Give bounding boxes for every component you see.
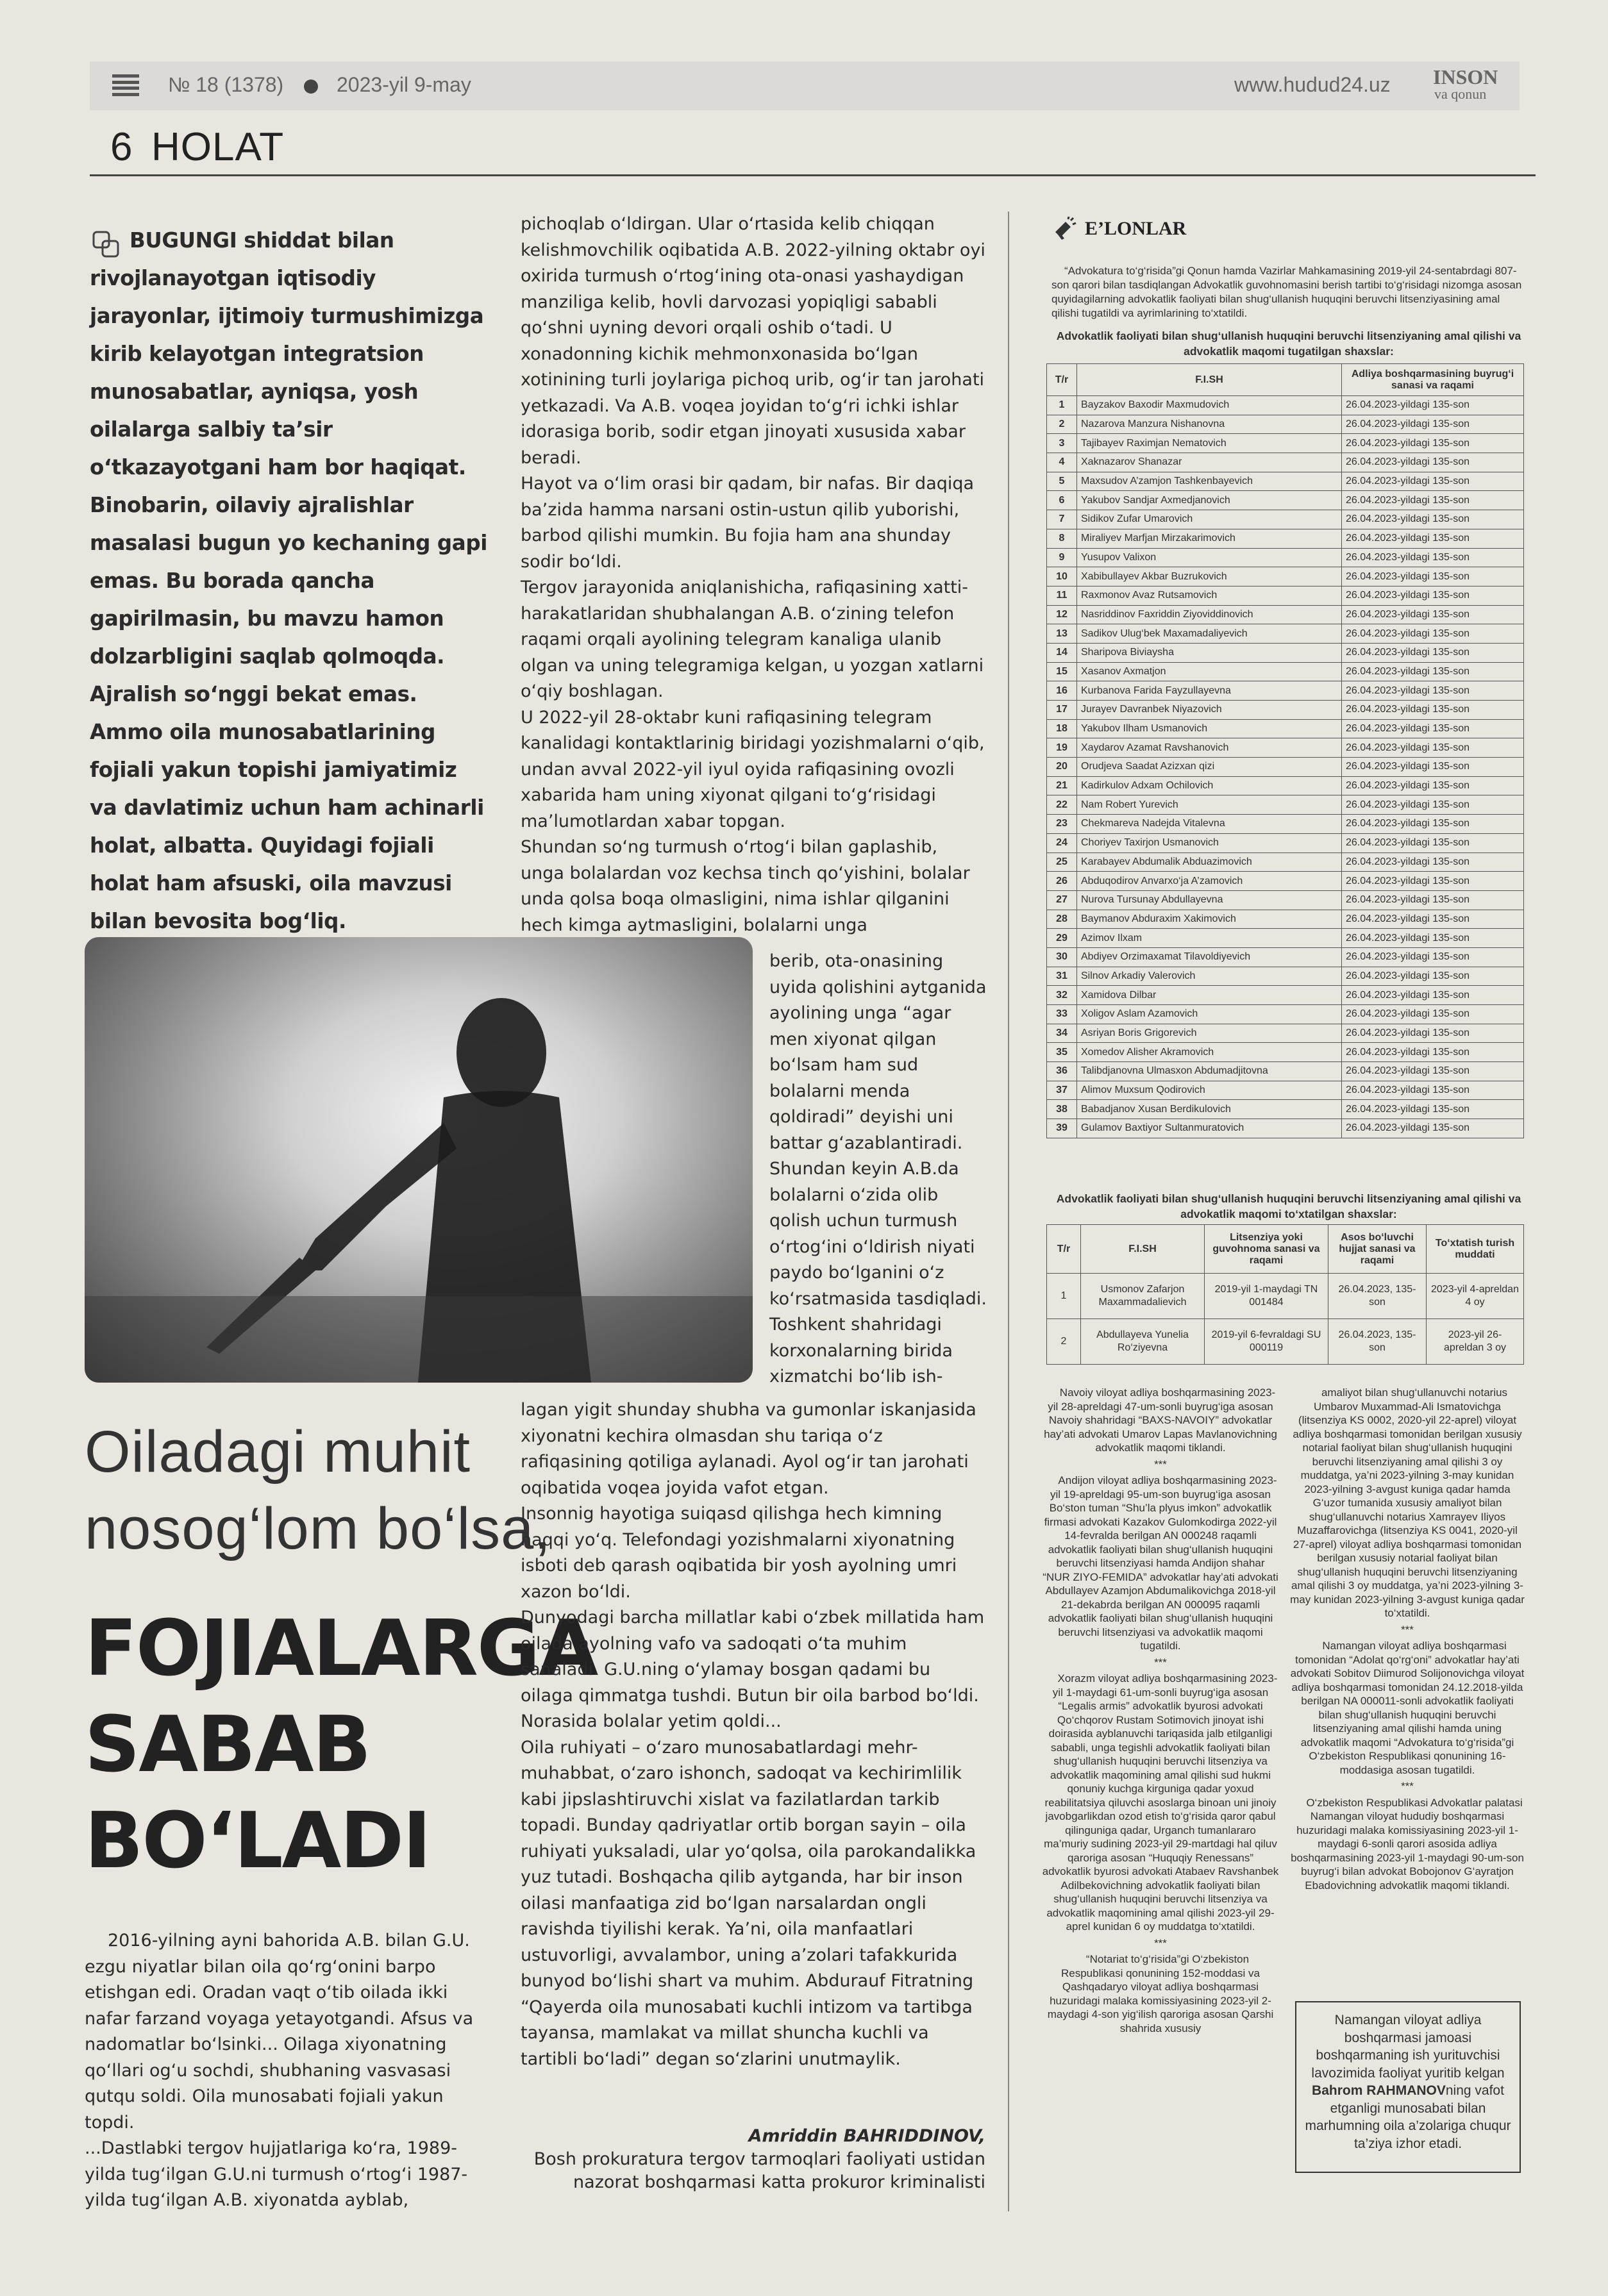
table-cell: 2019-yil 1-maydagi TN 001484 [1205,1274,1328,1319]
table-cell: Alimov Muxsum Qodirovich [1077,1081,1342,1100]
article-photo [85,937,753,1383]
table-cell: Nazarova Manzura Nishanovna [1077,415,1342,434]
table-cell: Chekmareva Nadejda Vitalevna [1077,815,1342,834]
table-cell: 9 [1047,548,1077,567]
knife-silhouette-illustration [85,937,753,1383]
table-cell: Karabayev Abdumalik Abduazimovich [1077,853,1342,872]
author-signature: Amriddin BAHRIDDINOV, Bosh prokuratura tergov tarmoqlari faoliyati ustidan nazorat boshqarmasi katta prokuror kriminalisti [533,2126,985,2192]
table-cell: 26.04.2023-yildagi 135-son [1342,548,1524,567]
column-divider [1008,212,1009,2211]
table-row [1047,719,1524,738]
table-cell: 26.04.2023-yildagi 135-son [1342,1043,1524,1062]
table-cell: Nam Robert Yurevich [1077,795,1342,815]
table-cell: 26.04.2023-yildagi 135-son [1342,910,1524,929]
table-cell: 25 [1047,853,1077,872]
table-cell: 26.04.2023-yildagi 135-son [1342,1081,1524,1100]
table-cell: Sidikov Zufar Umarovich [1077,510,1342,529]
table2-header: F.I.SH [1081,1225,1205,1274]
table-cell: 23 [1047,815,1077,834]
table-cell: 26.04.2023-yildagi 135-son [1342,738,1524,758]
table-cell: 26.04.2023-yildagi 135-son [1342,472,1524,491]
table-cell: Bayzakov Baxodir Maxmudovich [1077,396,1342,415]
table-cell: 26.04.2023-yildagi 135-son [1342,986,1524,1005]
table-cell: 26.04.2023-yildagi 135-son [1342,853,1524,872]
notice-paragraph: amaliyot bilan shug‘ullanuvchi notarius Umbarov Muxammad-Ali Ismatovichga (litsenziya KS 0002, 2020-yil 22-aprel) viloyat adliya boshqarmasi tomonidan berilgan xususiy notarial faoliyat bilan shug‘ullanish huquqini beruvchi litsenziyaning amal qilishi 3 oy muddatga, ya’ni 2023-yilning 3-may kunidan 2023-yilning 3-avgust kuniga qadar hamda G‘uzor tumanida xususiy amaliyot bilan shug‘ullanuvchi notarius Xamrayev Iliyos Muzaffarovichga (litsenziya KS 0041, 2020-yil 27-aprel) viloyat adliya boshqarmasi tomonidan berilgan xususiy notarial faoliyat bilan shug‘ullanish huquqini beruvchi litsenziyaning amal qilishi 3 oy muddatga, ya’ni 2023-yilning 3-may kunidan 2023-yilning 3-avgust kuniga qadar to‘xtatildi. [1290,1386,1525,1619]
table-row [1047,872,1524,891]
table-cell: Sadikov Ulug‘bek Maxamadaliyevich [1077,624,1342,644]
table-row [1047,434,1524,453]
table-cell: 26.04.2023-yildagi 135-son [1342,701,1524,720]
table-cell: 11 [1047,586,1077,605]
table2-header: Litsenziya yoki guvohnoma sanasi va raqami [1205,1225,1328,1274]
table-cell: 26.04.2023-yildagi 135-son [1342,1024,1524,1043]
table-cell: Yakubov Ilham Usmanovich [1077,719,1342,738]
table-cell: Orudjeva Saadat Azizxan qizi [1077,758,1342,777]
table-row [1047,1119,1524,1138]
table-cell: 16 [1047,681,1077,701]
table-cell: 26.04.2023-yildagi 135-son [1342,795,1524,815]
table-cell: 26.04.2023-yildagi 135-son [1342,529,1524,548]
page-number: 6 [110,125,133,169]
table-cell: Abdullayeva Yunelia Ro‘ziyevna [1081,1319,1205,1365]
table-row [1047,1081,1524,1100]
table-row [1047,947,1524,967]
table-cell: 20 [1047,758,1077,777]
table-cell: 6 [1047,491,1077,510]
table-cell: 2 [1047,415,1077,434]
table1-header: Adliya boshqarmasining buyrug‘i sanasi va raqami [1342,364,1524,396]
table-row [1047,567,1524,586]
table-cell: 26.04.2023-yildagi 135-son [1342,643,1524,662]
table2-body [1047,1274,1524,1365]
table-row [1047,776,1524,795]
table-cell: 37 [1047,1081,1077,1100]
table-cell: 26.04.2023-yildagi 135-son [1342,758,1524,777]
table2-caption: Advokatlik faoliyati bilan shug‘ullanish huquqini beruvchi litsenziyaning amal qilishi va advokatlik maqomi to‘xtatilgan shaxslar: [1056,1192,1521,1220]
issue-number: № 18 (1378) [168,73,284,96]
issue-date: 2023-yil 9-may [337,73,471,96]
table1-header: T/r [1047,364,1077,396]
article-body-col2-wrap: berib, ota-onasining uyida qolishini aytganida ayolining unga “agar men xiyonat qilgan bo‘lsam ham sud bolalarni menda qoldiradi” deyishi uni battar g‘azablantiradi. Shundan keyin A.B.da bolalarni o‘zida olib qolish uchun turmush o‘rtog‘ini o‘ldirish niyati paydo bo‘lganini o‘z ko‘rsatmasida tasdiqladi. Toshkent shahridagi korxonalarning birida xizmatchi bo‘lib ish- [769,951,987,1386]
table-row [1047,758,1524,777]
notice-paragraph: Xorazm viloyat adliya boshqarmasining 2023-yil 1-maydagi 61-um-sonli buyrug‘iga asosan “Legalis armis” advokatlik byurosi advokati Qo‘chqorov Rustam Sotimovich jinoyat ishi doirasida ayblanuvchi tariqasida jalb etilganligi sababli, unga tegishli advokatlik faoliyati bilan shug‘ullanish huquqini beruvchi litsenziya va advokatlik maqomining amal qilishi sud hukmi qonuniy kuchga kirguniga qadar yoxud reabilitatsiya qiluvchi asoslarga binoan uni jinoiy javobgarlikdan ozod etish to‘g‘risida qaror qabul qilinguniga qadar, Urganch tumanlararo ma’muriy sudining 2023-yil 29-martdagi hal qiluv qaroriga asosan “Huquqiy Renessans” advokatlik byurosi advokati Atabaev Ravshanbek Adilbekovichning advokatlik faoliyati bilan shug‘ullanish huquqini beruvchi litsenziya va advokatlik maqomining amal qilishi 2023-yil 29-aprel kunidan 6 oy muddatga to‘xtatildi. [1042,1672,1279,1933]
terminated-lawyers-table [1046,363,1524,1138]
article-intro: BUGUNGI shiddat bilan rivojlanayotgan iqtisodiy jarayonlar, ijtimoiy turmushimizga kirib kelayotgan integratsion munosabatlar, ayniqsa, yosh oilalarga salbiy ta’sir o‘tkazayotgani ham bor haqiqat. Binobarin, oilaviy ajralishlar masalasi bugun yo kechaning gapi emas. Bu borada qancha gapirilmasin, bu mavzu hamon dolzarbligini saqlab qolmoqda. Ajralish so‘nggi bekat emas. Ammo oila munosabatlarining fojiali yakun topishi jamiyatimiz va davlatimiz uchun ham achinarli holat, albatta. Quyidagi fojiali holat ham afsuski, oila mavzusi bilan bevosita bog‘liq. [90,228,487,933]
table-cell: 24 [1047,833,1077,853]
notice-paragraph: Andijon viloyat adliya boshqarmasining 2023-yil 19-apreldagi 95-um-son buyrug‘iga asosan Bo‘ston tuman “Shu’la plyus imkon” advokatlik firmasi advokati Kazakov Gulomkodirga 2022-yil 14-fevralda berilgan AN 000248 raqamli advokatlik faoliyati bilan shug‘ullanish huquqini beruvchi litsenziyasi hamda Andijon shahar “NUR ZIYO-FEMIDA” advokatlar hay’ati advokati Abdullayev Azamjon Abdumalikovichga 2018-yil 21-dekabrda berilgan AN 000095 raqamli advokatlik faoliyati bilan shug‘ullanish huquqini beruvchi litsenziyasi va advokatlik maqomi tugatildi. [1043,1474,1278,1652]
notices-column-2 [1289,1386,1526,1895]
table-row [1047,396,1524,415]
table-row [1047,910,1524,929]
table-cell: 26.04.2023-yildagi 135-son [1342,491,1524,510]
notices-column-1 [1042,1386,1279,2038]
table-row [1047,795,1524,815]
table-cell: Silnov Arkadiy Valerovich [1077,967,1342,986]
table-row [1047,586,1524,605]
table-cell: 2 [1047,1319,1081,1365]
table-cell: Azimov Ilxam [1077,929,1342,948]
table-cell: 7 [1047,510,1077,529]
table-cell: Talibdjanovna Ulmasxon Abdumadjitovna [1077,1062,1342,1081]
table-cell: Kadirkulov Adxam Ochilovich [1077,776,1342,795]
table-cell: 26.04.2023-yildagi 135-son [1342,833,1524,853]
table-cell: 39 [1047,1119,1077,1138]
table-cell: Kurbanova Farida Fayzullayevna [1077,681,1342,701]
table-cell: 26.04.2023-yildagi 135-son [1342,415,1524,434]
announcements-heading: E’LONLAR [1085,218,1187,239]
article-body-col1: 2016-yilning ayni bahorida A.B. bilan G.U. ezgu niyatlar bilan oila qo‘rg‘onini barpo etishgan edi. Oradan vaqt o‘tib oilada ikki nafar farzand voyaga yetayotgandi. Afsus va nadomatlar bo‘lsinki... Oilaga xiyonatning qo‘llari og‘u sochdi, shubhaning vasvasasi qutqu soldi. Oila munosabati fojiali yakun topdi. ...Dastlabki tergov hujjatlariga ko‘ra, 1989-yilda tug‘ilgan G.U.ni turmush o‘rtog‘i 1987-yilda tug‘ilgan A.B. xiyonatda ayblab, [85,1931,474,2210]
table-cell: Maxsudov A’zamjon Tashkenbayevich [1077,472,1342,491]
table-cell: 21 [1047,776,1077,795]
table-row [1047,738,1524,758]
table-cell: 26.04.2023-yildagi 135-son [1342,929,1524,948]
table-row [1047,1274,1524,1319]
table-cell: Abduqodirov Anvarxo‘ja A’zamovich [1077,872,1342,891]
table-cell: Abdiyev Orzimaxamat Tilavoldiyevich [1077,947,1342,967]
notice-paragraph: Namangan viloyat adliya boshqarmasi tomonidan “Adolat qo‘rg‘oni” advokatlar hay’ati advokati Sobitov Diimurod Solijonovichga viloyat adliya boshqarmasi tomonidan 24.12.2018-yilda berilgan NA 000011-sonli advokatlik faoliyati bilan shug‘ullanish huquqini beruvchi litsenziyaning amal qilishi hamda uning advokatlik maqomi “Advokatura to‘g‘risida”gi O‘zbekiston Respublikasi qonunining 16-moddasiga asosan tugatildi. [1290,1640,1525,1776]
table-cell: Usmonov Zafarjon Maxammadalievich [1081,1274,1205,1319]
table-cell: 27 [1047,890,1077,910]
table-cell: 5 [1047,472,1077,491]
table-cell: 19 [1047,738,1077,758]
table-cell: 18 [1047,719,1077,738]
table-cell: 2023-yil 4-apreldan 4 oy [1427,1274,1524,1319]
table-cell: 36 [1047,1062,1077,1081]
table-cell: 26.04.2023-yildagi 135-son [1342,453,1524,472]
table2-header: To‘xtatish turish muddati [1427,1225,1524,1274]
table-cell: 33 [1047,1005,1077,1024]
table-row [1047,1043,1524,1062]
table-cell: 26.04.2023, 135-son [1328,1274,1427,1319]
table-cell: 34 [1047,1024,1077,1043]
table-cell: 31 [1047,967,1077,986]
table-cell: 10 [1047,567,1077,586]
separator-stars: *** [1154,1936,1167,1949]
table-row [1047,833,1524,853]
table-cell: 17 [1047,701,1077,720]
table-cell: 38 [1047,1100,1077,1119]
table-cell: Yusupov Valixon [1077,548,1342,567]
separator-stars: *** [1401,1623,1414,1636]
notice-paragraph: “Notariat to‘g‘risida”gi O‘zbekiston Respublikasi qonunining 152-moddasi va Qashqadaryo viloyat adliya boshqarmasi huzuridagi malaka komissiyasining 2023-yil 2-maydagi 4-son yig‘ilish qaroriga asosan Qarshi shahrida xususiy [1047,1953,1274,2034]
table1-header: F.I.SH [1077,364,1342,396]
table-cell: 8 [1047,529,1077,548]
megaphone-icon [1051,217,1077,242]
condolence-name: Bahrom RAHMANOV [1312,2083,1446,2098]
table-row [1047,529,1524,548]
table-cell: 26.04.2023-yildagi 135-son [1342,567,1524,586]
table-cell: Nasriddinov Faxriddin Ziyoviddinovich [1077,605,1342,624]
suspended-lawyers-table [1046,1224,1524,1365]
table-row [1047,491,1524,510]
table-row [1047,548,1524,567]
notice-paragraph: O‘zbekiston Respublikasi Advokatlar palatasi Namangan viloyat hududiy boshqarmasi huzuridagi malaka komissiyasining 2023-yil 1-maydagi 6-sonli qarori asosida adliya boshqarmasining 2023-yil 1-maydagi 90-um-son buyrug‘i bilan advokat Bobojonov G‘ayratjon Ebadovichning advokatlik maqomi tiklandi. [1291,1796,1524,1892]
table-cell: 26.04.2023-yildagi 135-son [1342,510,1524,529]
table-cell: Jurayev Davranbek Niyazovich [1077,701,1342,720]
table-cell: 26.04.2023-yildagi 135-son [1342,890,1524,910]
table-cell: Yakubov Sandjar Axmedjanovich [1077,491,1342,510]
table1-body [1047,396,1524,1138]
table-cell: 3 [1047,434,1077,453]
table-cell: 26.04.2023-yildagi 135-son [1342,605,1524,624]
table2-header: Asos bo‘luvchi hujjat sanasi va raqami [1328,1225,1427,1274]
table-cell: Xasanov Axmatjon [1077,662,1342,681]
table-cell: 1 [1047,1274,1081,1319]
separator-stars: *** [1154,1656,1167,1668]
table-cell: 26.04.2023, 135-son [1328,1319,1427,1365]
header-rule [90,174,1536,176]
table-cell: 1 [1047,396,1077,415]
website: www.hudud24.uz [1234,73,1391,96]
table-row [1047,415,1524,434]
table-row [1047,967,1524,986]
table2-header: T/r [1047,1225,1081,1274]
table-row [1047,701,1524,720]
table-cell: 26.04.2023-yildagi 135-son [1342,967,1524,986]
table-row [1047,1100,1524,1119]
table-cell: Miraliyev Marfjan Mirzakarimovich [1077,529,1342,548]
separator-stars: *** [1154,1458,1167,1470]
table-row [1047,815,1524,834]
notice-paragraph: Navoiy viloyat adliya boshqarmasining 2023-yil 28-apreldagi 47-um-sonli buyrug‘iga asosan Navoiy shahridagi “BAXS-NAVOIY” advokatlar hay’ati advokati Umarov Lapas Mavlanovichning advokatlik maqomi tiklandi. [1044,1386,1277,1454]
table-cell: 26.04.2023-yildagi 135-son [1342,624,1524,644]
table-cell: 26.04.2023-yildagi 135-son [1342,1119,1524,1138]
table-cell: 35 [1047,1043,1077,1062]
table-cell: 26.04.2023-yildagi 135-son [1342,719,1524,738]
table-row [1047,510,1524,529]
table-row [1047,662,1524,681]
newspaper-logo: INSON va qonun [1433,65,1498,102]
table-cell: Xoligov Aslam Azamovich [1077,1005,1342,1024]
table-row [1047,1005,1524,1024]
table-cell: Xabibullayev Akbar Buzrukovich [1077,567,1342,586]
table-cell: 28 [1047,910,1077,929]
table-cell: 26.04.2023-yildagi 135-son [1342,1100,1524,1119]
table-cell: Xamidova Dilbar [1077,986,1342,1005]
table-cell: Raxmonov Avaz Rutsamovich [1077,586,1342,605]
table-cell: 22 [1047,795,1077,815]
table-cell: 15 [1047,662,1077,681]
table-cell: 13 [1047,624,1077,644]
table-cell: 4 [1047,453,1077,472]
table-cell: 26.04.2023-yildagi 135-son [1342,1005,1524,1024]
announcements-intro: “Advokatura to‘g‘risida”gi Qonun hamda Vazirlar Mahkamasining 2019-yil 24-sentabrdagi 807-son qarori bilan tasdiqlangan Advokatlik guvohnomasini berish tartibi to‘g‘risidagi nizomga asosan quyidagilarning advokatlik faoliyati bilan shug‘ullanish huquqini beruvchi litsenziyasining amal qilishi tugatildi va ayrimlarining to‘xtatildi. [1051,265,1522,319]
table-cell: Babadjanov Xusan Berdikulovich [1077,1100,1342,1119]
section-title: HOLAT [151,125,285,169]
table-row [1047,929,1524,948]
table-cell: 26.04.2023-yildagi 135-son [1342,586,1524,605]
table-cell: 26.04.2023-yildagi 135-son [1342,947,1524,967]
table-row [1047,472,1524,491]
table-cell: Sharipova Biviaysha [1077,643,1342,662]
table-cell: 26.04.2023-yildagi 135-son [1342,776,1524,795]
table1-caption: Advokatlik faoliyati bilan shug‘ullanish huquqini beruvchi litsenziyaning amal qilishi va advokatlik maqomi tugatilgan shaxslar: [1056,329,1521,358]
table-row [1047,605,1524,624]
table-cell: Baymanov Abduraxim Xakimovich [1077,910,1342,929]
table-cell: 26.04.2023-yildagi 135-son [1342,815,1524,834]
bullet-icon [304,79,318,94]
table-cell: 26.04.2023-yildagi 135-son [1342,1062,1524,1081]
article-title: FOJIALARGA SABAB BO‘LADI [85,1604,598,1886]
article-body-col2-bottom: lagan yigit shunday shubha va gumonlar iskanjasida xiyonatni kechira olmasdan shu tariqa o‘z rafiqasining qotiliga aylanadi. Ayol og‘ir tan jarohati oqibatida voqea joyida vafot etgan. Insonnig hayotiga suiqasd qilishga hech kimning haqqi yo‘q. Telefondagi yozishmalarni xiyonatning isboti deb qarash oqibatida bir yosh ayolning umri xazon bo‘ldi. Dunyodagi barcha millatlar kabi o‘zbek millatida ham oilada ayolning vafo va sadoqati o‘ta muhim sanaladi. G.U.ning o‘ylamay bosgan qadami bu oilaga qimmatga tushdi. Butun bir oila barbod bo‘ldi. Norasida bolalar yetim qoldi... Oila ruhiyati – o‘zaro munosabatlardagi mehr-muhabbat, o‘zaro ishonch, sadoqat va kechirimlilik kabi jipslashtiruvchi xislat va fazilatlardan tarkib topadi. Bunday qadriyatlar ortib borgan sayin – oila ruhiyati yuksaladi, ular yo‘qolsa, oila parokandalikka yuz tutadi. Boshqacha qilib aytganda, har bir inson oilasi manfaatiga zid bo‘lgan narsalardan ongli ravishda tiyilishi kerak. Ya’ni, oila manfaatlari ustuvorligi, avvalambor, uning a’zolari tafakkurida bunyod bo‘lishi shart va muhim. Abdurauf Fitratning “Qayerda oila munosabati kuchli intizom va tartibga tayansa, mamlakat va millat shuncha kuchli va tartibli bo‘ladi” degan so‘zlarini unutmaylik. [521,1400,985,2069]
table-cell: 26.04.2023-yildagi 135-son [1342,872,1524,891]
article-body-col2: pichoqlab o‘ldirgan. Ular o‘rtasida kelib chiqqan kelishmovchilik oqibatida A.B. 2022-yilning oktabr oyi oxirida turmush o‘rtog‘ining ota-onasi yashaydigan manziliga kelib, hovli darvozasi yopiqligi sababli qo‘shni uyning devori orqali oshib o‘tadi. U xonadonning kichik mehmonxonasida bo‘lgan xotinining turli joylariga pichoq urib, og‘ir tan jarohati yetkazadi. Va A.B. voqea joyidan to‘g‘ri ichki ishlar idorasiga borib, sodir etgan jinoyati xususida xabar beradi. Hayot va o‘lim orasi bir qadam, bir nafas. Bir daqiqa ba’zida hamma narsani ostin-ustun qilib yuborishi, barbod qilishi mumkin. Bu fojia ham ana shunday sodir bo‘ldi. Tergov jarayonida aniqlanishicha, rafiqasining xatti-harakatlaridan shubhalangan A.B. o‘zining telefon raqami orqali ayolining telegram kanaliga ulanib olgan va uning telegramiga kelgan, u yozgan xatlarni o‘qiy boshlagan. U 2022-yil 28-oktabr kuni rafiqasining telegram kanalidagi kontaktlarinig biridagi yozishmalarni o‘qib, undan avval 2022-yil iyul oyida rafiqasining ovozli xabarida ham uning xiyonat qilgani to‘g‘risidagi ma’lumotlardan xabar topgan. Shundan so‘ng turmush o‘rtog‘i bilan gaplashib, unga bolalardan voz kechsa tinch qo‘yishini, bolalar unda qolsa boqa olmasligini, nima ishlar qilganini hech kimga aytmasligini, bolalarni unga [521,214,985,935]
article-subtitle: Oiladagi muhit nosog‘lom bo‘lsa, [85,1419,551,1561]
table-cell: 12 [1047,605,1077,624]
separator-stars: *** [1401,1780,1414,1792]
table-row [1047,986,1524,1005]
table-row [1047,643,1524,662]
table-row [1047,453,1524,472]
table-cell: Tajibayev Raximjan Nematovich [1077,434,1342,453]
table-row [1047,624,1524,644]
table-cell: 30 [1047,947,1077,967]
table-row [1047,1024,1524,1043]
table-row [1047,1062,1524,1081]
table-cell: Xaydarov Azamat Ravshanovich [1077,738,1342,758]
table-cell: Gulamov Baxtiyor Sultanmuratovich [1077,1119,1342,1138]
table-cell: 26.04.2023-yildagi 135-son [1342,662,1524,681]
table-cell: Nurova Tursunay Abdullayevna [1077,890,1342,910]
condolence-box: Namangan viloyat adliya boshqarmasi jamoasi boshqarmaning ish yurituvchisi lavozimida faoliyat yuritib kelgan Bahrom RAHMANOVning vafot etganligi munosabati bilan marhumning oila a’zolariga chuqur ta’ziya izhor etadi. [1295,2001,1521,2173]
table-cell: Xaknazarov Shanazar [1077,453,1342,472]
table-cell: 26 [1047,872,1077,891]
menu-icon [112,74,139,96]
table-cell: Choriyev Taxirjon Usmanovich [1077,833,1342,853]
table-row [1047,853,1524,872]
table-cell: 2023-yil 26-apreldan 3 oy [1427,1319,1524,1365]
table-row [1047,890,1524,910]
table-cell: Asriyan Boris Grigorevich [1077,1024,1342,1043]
table-row [1047,1319,1524,1365]
table-row [1047,681,1524,701]
table-cell: Xomedov Alisher Akramovich [1077,1043,1342,1062]
table-cell: 32 [1047,986,1077,1005]
table-cell: 26.04.2023-yildagi 135-son [1342,681,1524,701]
table-cell: 14 [1047,643,1077,662]
table-cell: 2019-yil 6-fevraldagi SU 000119 [1205,1319,1328,1365]
table-cell: 26.04.2023-yildagi 135-son [1342,396,1524,415]
table-cell: 26.04.2023-yildagi 135-son [1342,434,1524,453]
table-cell: 29 [1047,929,1077,948]
